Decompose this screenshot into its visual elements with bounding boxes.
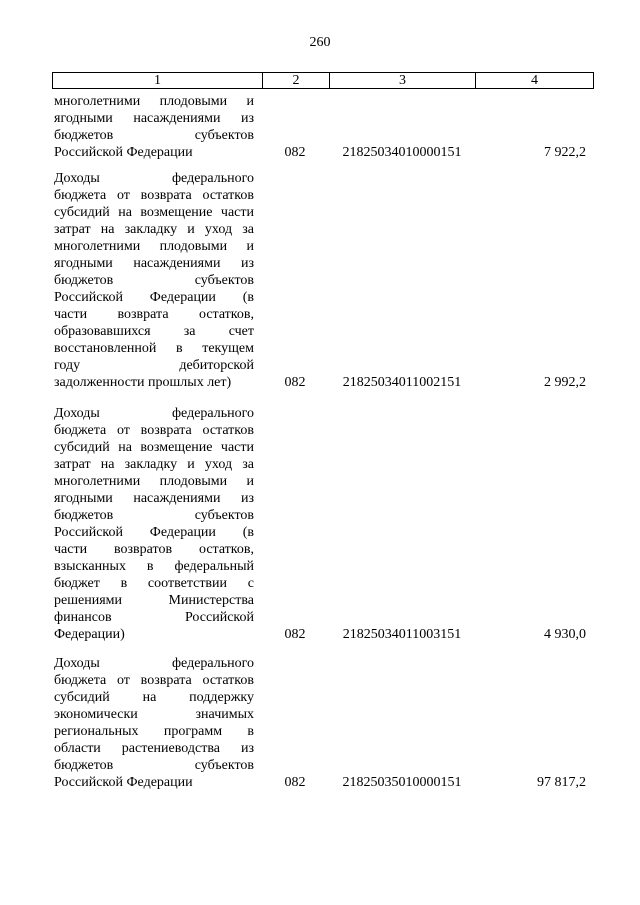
row-description xyxy=(54,170,254,391)
header-col-3: 3 xyxy=(330,73,476,88)
row-description xyxy=(54,405,254,643)
description-line: многолетними плодовыми и xyxy=(54,474,254,489)
description-line: задолженности прошлых лет) xyxy=(54,375,232,390)
description-line: бюджет в соответствии с xyxy=(54,576,254,591)
admin-code: 082 xyxy=(284,775,306,790)
description-line: финансов Российской xyxy=(54,610,254,625)
description-line: бюджетов субъектов xyxy=(54,508,254,523)
row-description xyxy=(54,655,254,791)
description-line: бюджетов субъектов xyxy=(54,758,254,773)
admin-code: 082 xyxy=(284,375,306,390)
description-line: субсидий на возмещение части xyxy=(54,205,254,220)
budget-classification-code: 21825034011002151 xyxy=(342,375,462,390)
description-line: взысканных в федеральный xyxy=(54,559,254,574)
description-line: бюджетов субъектов xyxy=(54,128,254,143)
amount: 97 817,2 xyxy=(537,775,586,790)
description-line: бюджета от возврата остатков xyxy=(54,423,254,438)
description-line: образовавшихся за счет xyxy=(54,324,254,339)
description-line: решениями Министерства xyxy=(54,593,254,608)
description-line: бюджета от возврата остатков xyxy=(54,673,254,688)
description-line: бюджета от возврата остатков xyxy=(54,188,254,203)
description-line: Доходы федерального xyxy=(54,406,254,421)
description-line: ягодными насаждениями из xyxy=(54,256,254,271)
description-line: Федерации) xyxy=(54,627,125,642)
amount: 7 922,2 xyxy=(544,145,586,160)
description-line: Российской Федерации xyxy=(54,775,193,790)
header-col-2: 2 xyxy=(263,73,330,88)
description-line: части возвратов остатков, xyxy=(54,542,254,557)
description-line: ягодными насаждениями из xyxy=(54,491,254,506)
budget-classification-code: 21825035010000151 xyxy=(342,775,462,790)
header-col-1: 1 xyxy=(53,73,263,88)
page-number: 260 xyxy=(309,35,331,50)
amount: 4 930,0 xyxy=(544,627,586,642)
description-line: многолетними плодовыми и xyxy=(54,239,254,254)
budget-classification-code: 21825034011003151 xyxy=(342,627,462,642)
description-line: году дебиторской xyxy=(54,358,254,373)
admin-code: 082 xyxy=(284,145,306,160)
header-col-4: 4 xyxy=(531,73,538,88)
description-line: затрат на закладку и уход за xyxy=(54,457,254,472)
row-description xyxy=(54,93,254,161)
description-line: субсидий на поддержку xyxy=(54,690,254,705)
description-line: экономически значимых xyxy=(54,707,254,722)
description-line: восстановленной в текущем xyxy=(54,341,254,356)
description-line: области растениеводства из xyxy=(54,741,254,756)
description-line: бюджетов субъектов xyxy=(54,273,254,288)
description-line: Российской Федерации xyxy=(54,145,193,160)
description-line: Российской Федерации (в xyxy=(54,525,254,540)
admin-code: 082 xyxy=(284,627,306,642)
budget-classification-code: 21825034010000151 xyxy=(342,145,462,160)
amount: 2 992,2 xyxy=(544,375,586,390)
description-line: Доходы федерального xyxy=(54,171,254,186)
description-line: Российской Федерации (в xyxy=(54,290,254,305)
description-line: затрат на закладку и уход за xyxy=(54,222,254,237)
description-line: региональных программ в xyxy=(54,724,254,739)
description-line: многолетними плодовыми и xyxy=(54,94,254,109)
table-header xyxy=(52,72,594,89)
description-line: субсидий на возмещение части xyxy=(54,440,254,455)
description-line: ягодными насаждениями из xyxy=(54,111,254,126)
description-line: части возврата остатков, xyxy=(54,307,254,322)
description-line: Доходы федерального xyxy=(54,656,254,671)
